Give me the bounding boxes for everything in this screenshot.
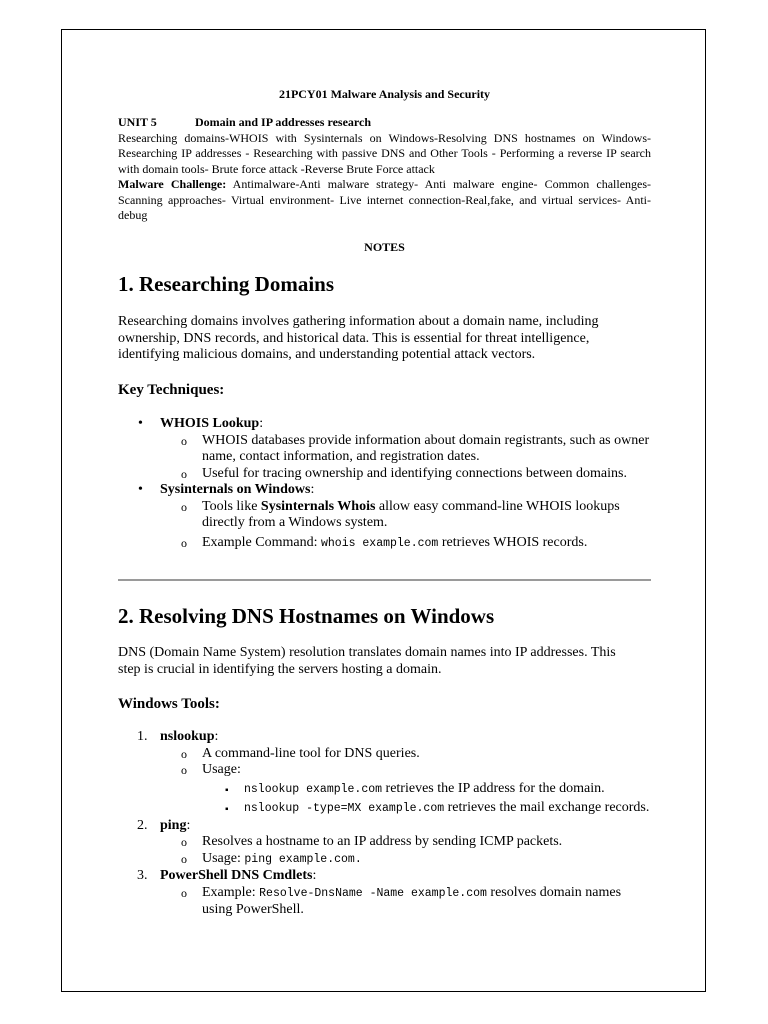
challenge-label: Malware Challenge: (118, 177, 227, 191)
list-item-whois-sub2 (118, 466, 651, 483)
colon: : (312, 868, 317, 883)
circle-marker: o (181, 535, 187, 550)
section2-heading: 2. Resolving DNS Hostnames on Windows (118, 604, 495, 628)
section2-subheading: Windows Tools: (118, 696, 220, 712)
circle-marker: o (181, 763, 187, 777)
section1-intro: Researching domains involves gathering information about a domain name, including ownership, DNS records, and historical data. This is essential for threat intelligence, identifying malicious domains, and understanding potential attack vectors. (118, 314, 599, 362)
ping-sub2-pre: Usage: (202, 850, 245, 866)
key-techniques-list (118, 416, 651, 552)
unit-label: UNIT 5 (118, 115, 157, 129)
list-item-sysinternals (118, 482, 651, 499)
section2-intro: DNS (Domain Name System) resolution translates domain names into IP addresses. This step is crucial in identifying the servers hosting a domain. (118, 645, 616, 677)
list-item-nslookup-usage1 (118, 781, 651, 799)
malware-challenge (118, 177, 651, 224)
square-marker: ▪ (225, 804, 229, 815)
nslookup-sub2-text: Usage: (202, 762, 241, 777)
colon: : (259, 416, 264, 431)
circle-marker: o (181, 746, 187, 761)
powershell-label: PowerShell DNS Cmdlets (160, 868, 313, 883)
list-item-nslookup-sub1 (118, 746, 651, 763)
square-marker: ▪ (225, 784, 229, 796)
colon: : (186, 817, 191, 833)
number-marker: 3. (137, 868, 148, 883)
notes-label: NOTES (364, 240, 405, 254)
circle-marker: o (181, 851, 187, 866)
number-marker: 2. (137, 817, 148, 833)
list-item-sysinternals-sub1 (118, 499, 651, 532)
sys-sub1-bold: Sysinternals Whois (260, 498, 376, 514)
sysinternals-label: Sysinternals on Windows (160, 482, 311, 497)
list-item-powershell-sub1 (118, 885, 651, 919)
list-item-whois-sub1 (118, 433, 651, 466)
whois-label: WHOIS Lookup (160, 416, 260, 431)
unit-heading (118, 115, 651, 131)
circle-marker: o (181, 835, 187, 849)
circle-marker: o (181, 499, 187, 514)
whois-sub2-text: Useful for tracing ownership and identifying connections between domains. (202, 465, 627, 481)
list-item-ping-sub2 (118, 851, 651, 869)
nslookup-command-code: nslookup example.com (244, 782, 383, 796)
colon: : (310, 482, 315, 497)
nslookup-label: nslookup (160, 729, 215, 744)
ping-sub1-text: Resolves a hostname to an IP address by sending ICMP packets. (202, 834, 563, 849)
windows-tools-list (118, 729, 651, 919)
circle-marker: o (181, 885, 187, 900)
nslookup-use2-text: retrieves the mail exchange records. (444, 800, 650, 815)
list-item-ping (118, 818, 651, 835)
unit-syllabus (118, 115, 651, 224)
sys-sub2-pre: Example Command: (202, 534, 321, 550)
challenge-text: Antimalware-Anti malware strategy- Anti malware engine- Common challenges- Scanning approaches- Virtual environment- Live internet connection-Real,fake, and virtual services- Anti-debug (118, 177, 652, 222)
circle-marker: o (181, 433, 187, 448)
powershell-sub1-post: resolves domain names using PowerShell. (202, 884, 622, 917)
number-marker: 1. (137, 729, 148, 744)
unit-title: Domain and IP addresses research (195, 115, 372, 129)
bullet-marker: • (138, 482, 143, 497)
list-item-whois (118, 416, 651, 433)
section1-heading: 1. Researching Domains (118, 272, 335, 296)
nslookup-mx-command-code: nslookup -type=MX example.com (244, 802, 445, 815)
list-item-nslookup-sub2 (118, 762, 651, 779)
sys-sub1-post: allow easy command-line WHOIS lookups directly from a Windows system. (202, 498, 620, 530)
sys-sub1-pre: Tools like (202, 498, 261, 514)
sys-sub2-post: retrieves WHOIS records. (438, 534, 588, 550)
document-page (61, 29, 706, 992)
ping-sub2-post: . (354, 852, 362, 866)
unit-topics: Researching domains-WHOIS with Sysinternals on Windows-Resolving DNS hostnames on Windows-Researching IP addresses - Researching with passive DNS and Other Tools - Performing a reverse IP search with domain tools- Brute force attack -Reverse Brute Force attack (118, 130, 651, 176)
list-item-nslookup (118, 729, 651, 746)
section-divider (118, 579, 651, 581)
resolve-dnsname-code: Resolve-DnsName -Name example.com (259, 886, 487, 900)
section1-subheading: Key Techniques: (118, 382, 225, 398)
course-title: 21PCY01 Malware Analysis and Security (278, 87, 491, 101)
ping-label: ping (160, 817, 187, 833)
list-item-nslookup-usage2 (118, 800, 651, 818)
ping-command-code: ping example.com (244, 852, 355, 866)
nslookup-use1-text: retrieves the IP address for the domain. (382, 780, 605, 796)
colon: : (214, 729, 219, 744)
powershell-sub1-pre: Example: (202, 884, 260, 900)
list-item-powershell (118, 868, 651, 885)
whois-sub1-text: WHOIS databases provide information about domain registrants, such as owner name, contact information, and registration dates. (202, 432, 650, 464)
whois-command-code: whois example.com (320, 536, 439, 550)
circle-marker: o (181, 466, 187, 481)
nslookup-sub1-text: A command-line tool for DNS queries. (202, 745, 420, 761)
bullet-marker: • (138, 416, 143, 431)
list-item-ping-sub1 (118, 834, 651, 851)
list-item-sysinternals-sub2 (118, 535, 651, 553)
